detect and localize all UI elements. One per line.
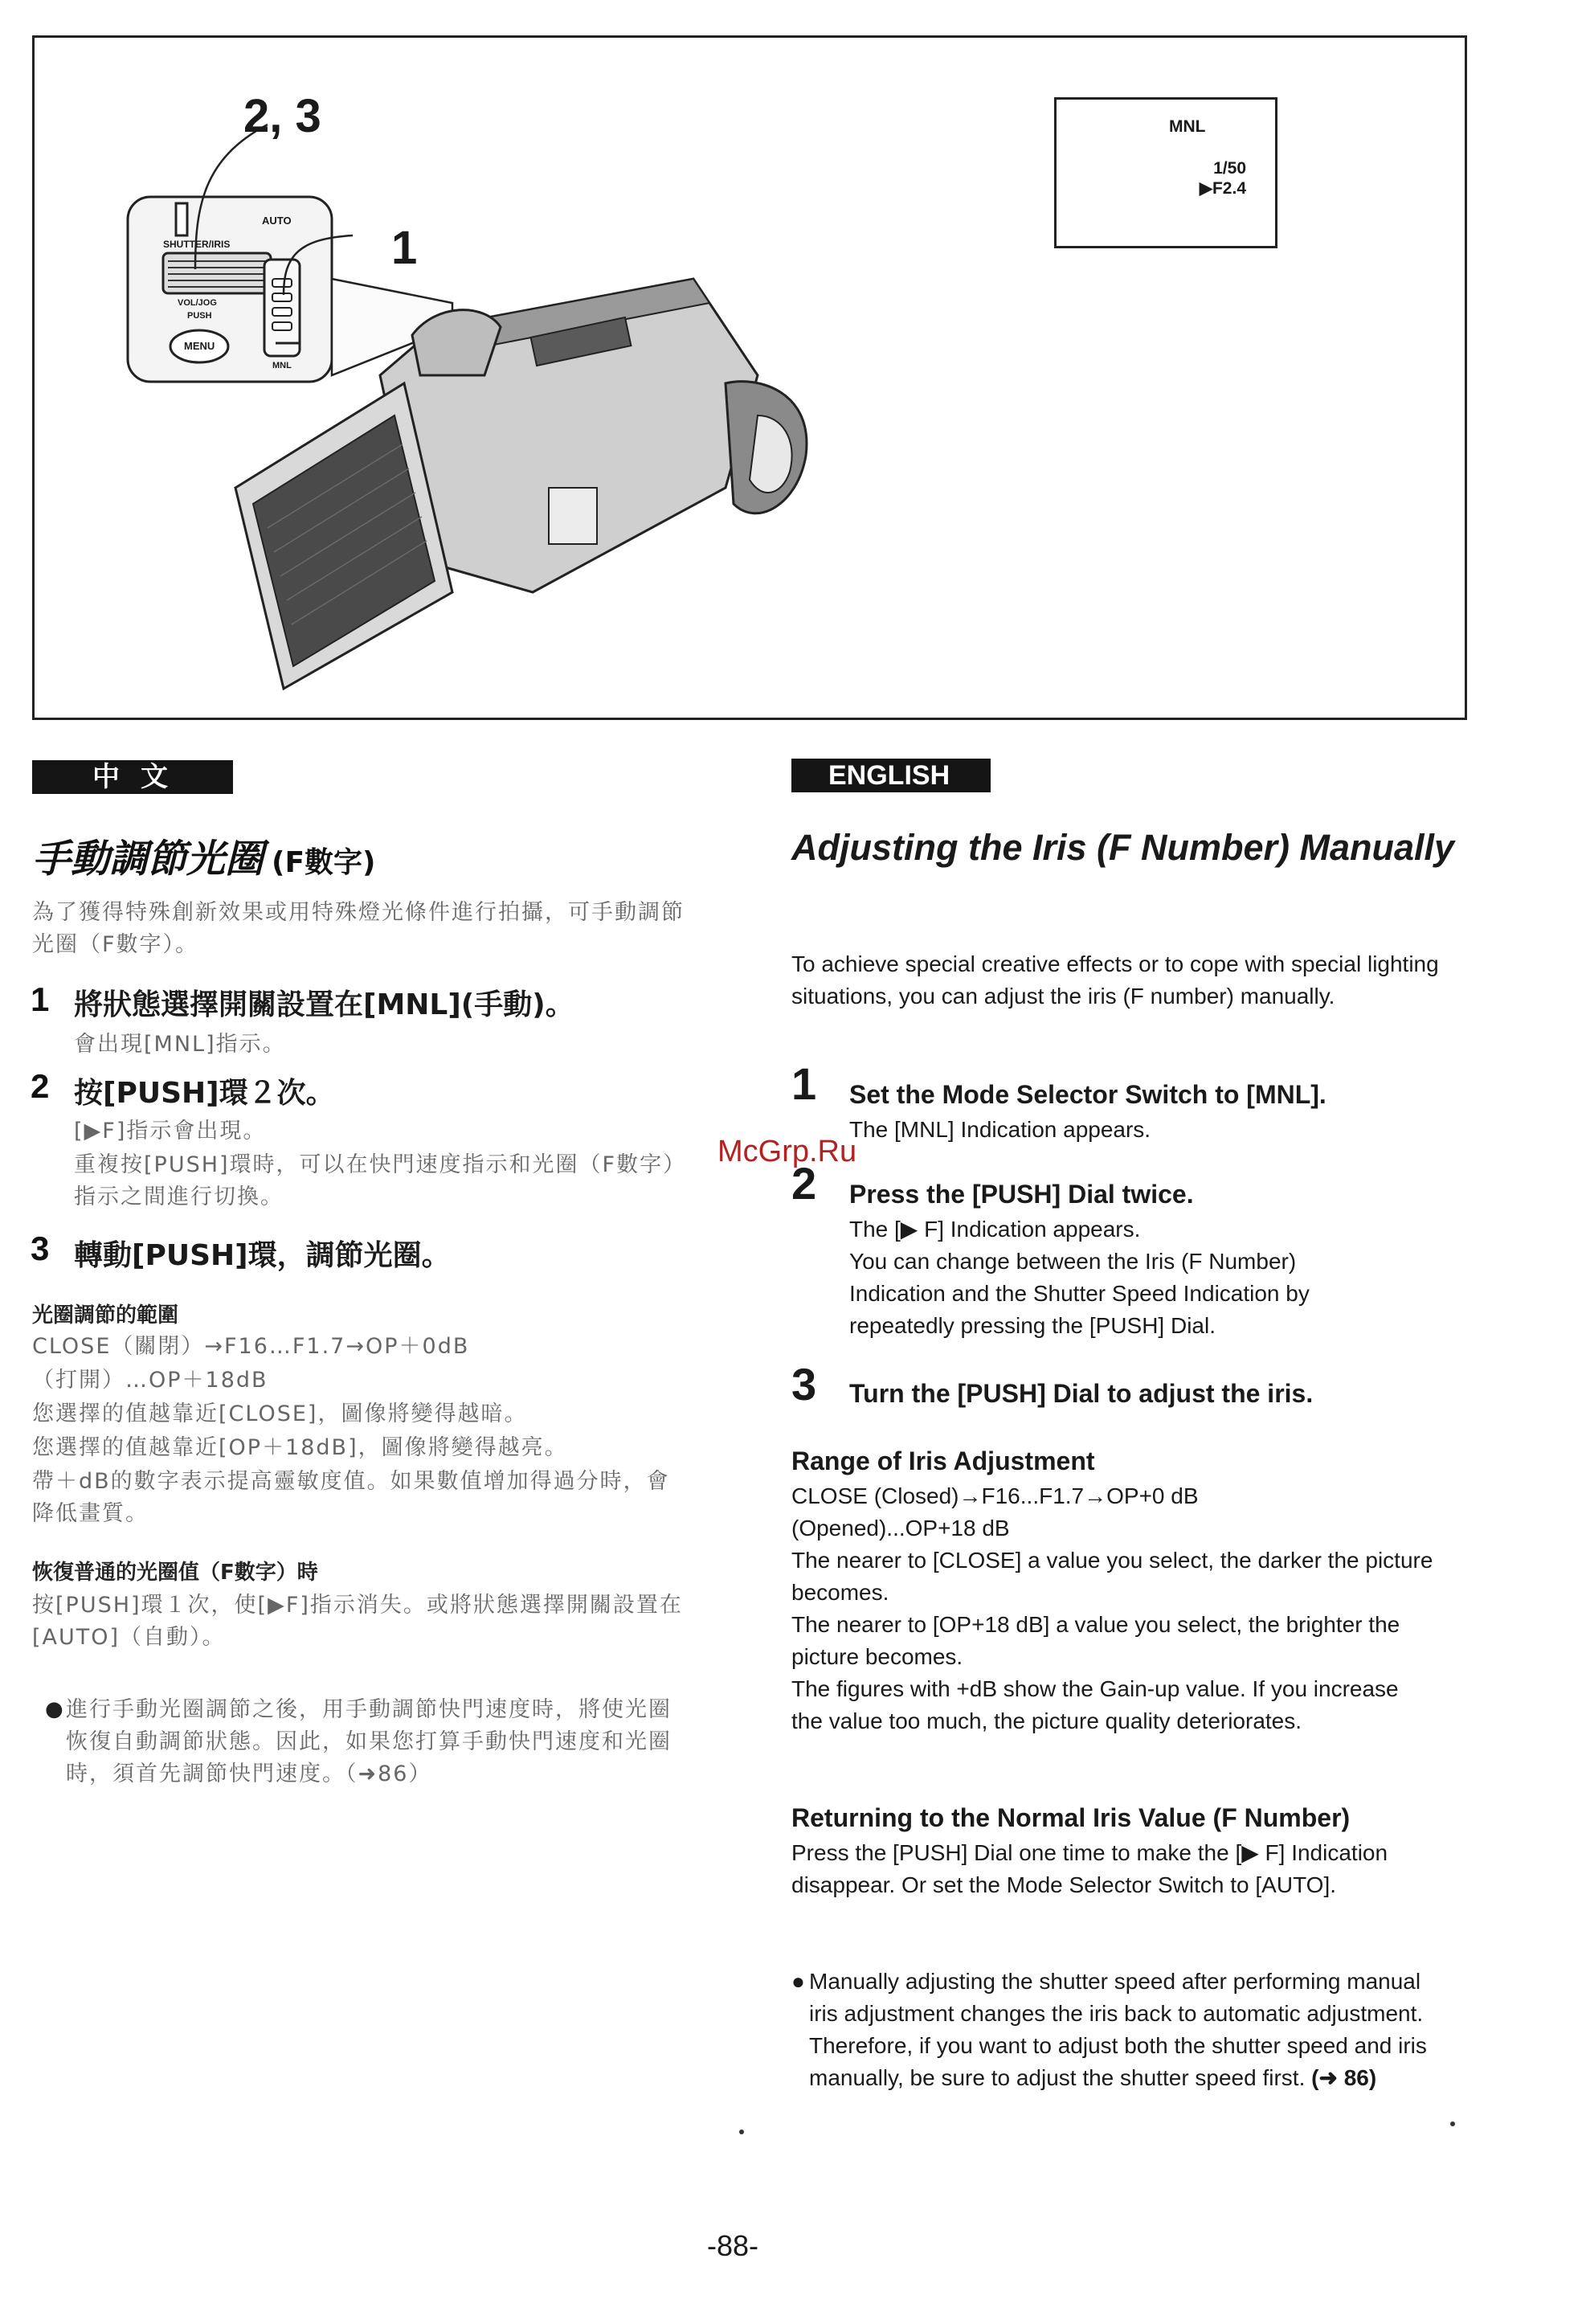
push-label: PUSH: [187, 311, 212, 321]
page-number: -88-: [707, 2229, 759, 2262]
english-section-label: ENGLISH: [791, 759, 991, 792]
en-step-3-number: 3: [791, 1359, 817, 1410]
en-range-line-2: (Opened)...OP+18 dB: [791, 1516, 1010, 1540]
zh-title: [32, 828, 376, 883]
en-bullet-mark: ●: [791, 1969, 805, 1994]
zh-bullet-text: 進行手動光圈調節之後，用手動調節快門速度時，將使光圈恢復自動調節狀態。因此，如果您打算手動快門速度和光圈時，須首先調節快門速度。（➜86）: [66, 1697, 672, 1786]
en-range-heading: Range of Iris Adjustment: [791, 1446, 1095, 1475]
zh-step-1-text: 將狀態選擇開關設置在[MNL](手動)。: [74, 988, 574, 1021]
zh-intro: 為了獲得特殊創新效果或用特殊燈光條件進行拍攝，可手動調節光圈（F數字）。: [32, 900, 685, 957]
en-range-line-3: The nearer to [CLOSE] a value you select, the darker the picture becomes.: [791, 1548, 1433, 1605]
callout-step-1: 1: [391, 222, 418, 274]
en-step-2-note-2: You can change between the Iris (F Number) Indication and the Shutter Speed Indication by repeatedly pressing the [PUSH] Dial.: [849, 1249, 1310, 1338]
watermark: McGrp.Ru: [717, 1135, 857, 1168]
en-step-2-note-1: The [▶ F] Indication appears.: [849, 1217, 1141, 1242]
zh-step-2-text: 按[PUSH]環２次。: [74, 1077, 335, 1110]
shutter-iris-label: SHUTTER/IRIS: [163, 239, 231, 250]
zh-title-text: 手動調節光圈: [32, 837, 264, 882]
scan-dot-right: [1450, 2121, 1455, 2126]
en-range-line-4: The nearer to [OP+18 dB] a value you select, the brighter the picture becomes.: [791, 1612, 1400, 1669]
lcd-shutter-speed: 1/50: [1213, 159, 1246, 178]
callout-steps-2-3: 2, 3: [243, 90, 321, 142]
en-step-1-text: Set the Mode Selector Switch to [MNL].: [849, 1080, 1326, 1109]
en-return-text: Press the [PUSH] Dial one time to make the [▶ F] Indication disappear. Or set the Mode Selector Switch to [AUTO].: [791, 1840, 1388, 1897]
lcd-f-number: ▶F2.4: [1199, 179, 1246, 198]
zh-range-line-4: 您選擇的值越靠近[OP＋18dB]，圖像將變得越亮。: [32, 1435, 568, 1460]
lcd-mode: MNL: [1169, 117, 1206, 136]
zh-range-line-5: 帶＋dB的數字表示提高靈敏度值。如果數值增加得過分時，會降低畫質。: [32, 1469, 670, 1526]
zh-range-line-3: 您選擇的值越靠近[CLOSE]，圖像將變得越暗。: [32, 1401, 528, 1426]
en-step-3-text: Turn the [PUSH] Dial to adjust the iris.: [849, 1379, 1314, 1408]
zh-step-2-number: 2: [31, 1067, 50, 1105]
en-step-2-number: 2: [791, 1158, 817, 1209]
viewfinder-display: [1054, 97, 1277, 248]
zh-title-suffix: (F數字): [272, 846, 376, 879]
en-return-heading: Returning to the Normal Iris Value (F Number): [791, 1803, 1351, 1832]
en-bullet: [809, 1966, 1444, 2094]
zh-step-2-note-1: [▶F]指示會出現。: [74, 1119, 267, 1144]
zh-step-3-text: 轉動[PUSH]環，調節光圈。: [74, 1239, 451, 1272]
scan-dot-left: [739, 2130, 744, 2134]
zh-step-1-number: 1: [31, 980, 50, 1018]
zh-return-text: 按[PUSH]環１次，使[▶F]指示消失。或將狀態選擇開關設置在[AUTO]（自動）。: [32, 1593, 683, 1650]
en-title: Adjusting the Iris (F Number) Manually: [791, 827, 1455, 868]
en-bullet-ref: (➜ 86): [1311, 2065, 1377, 2090]
chinese-section-label: 中文: [32, 760, 233, 794]
en-range-line-5: The figures with +dB show the Gain-up value. If you increase the value too much, the picture quality deteriorates.: [791, 1676, 1399, 1733]
zh-bullet-mark: ●: [45, 1697, 63, 1721]
zh-step-3-number: 3: [31, 1230, 50, 1267]
en-step-1-note: The [MNL] Indication appears.: [849, 1117, 1151, 1142]
en-bullet-text: Manually adjusting the shutter speed after performing manual iris adjustment changes the iris back to automatic adjustment. Therefore, if you want to adjust both the shutter speed and iris manually, be sure to adjust the shutter speed first.: [809, 1969, 1427, 2090]
zh-range-heading: 光圈調節的範圍: [32, 1303, 179, 1328]
auto-label: AUTO: [262, 215, 292, 227]
en-step-1-number: 1: [791, 1058, 817, 1109]
en-intro: To achieve special creative effects or to cope with special lighting situations, you can adjust the iris (F number) manually.: [791, 951, 1439, 1009]
zh-step-1-note: 會出現[MNL]指示。: [74, 1032, 286, 1057]
zh-range-line-2: （打開）…OP＋18dB: [32, 1368, 268, 1393]
en-step-2-text: Press the [PUSH] Dial twice.: [849, 1180, 1194, 1209]
zh-step-2-note-2: 重複按[PUSH]環時，可以在快門速度指示和光圈（F數字）指示之間進行切換。: [74, 1152, 687, 1209]
zh-range-line-1: CLOSE（關閉）→F16…F1.7→OP＋0dB: [32, 1334, 470, 1359]
en-range-line-1: CLOSE (Closed)→F16...F1.7→OP+0 dB: [791, 1483, 1199, 1508]
zh-return-heading: 恢復普通的光圈值（F數字）時: [32, 1561, 318, 1585]
vol-jog-label: VOL/JOG: [178, 298, 217, 308]
mnl-label: MNL: [272, 361, 292, 370]
illustration-panel: [32, 35, 1467, 720]
menu-label: MENU: [184, 340, 215, 352]
